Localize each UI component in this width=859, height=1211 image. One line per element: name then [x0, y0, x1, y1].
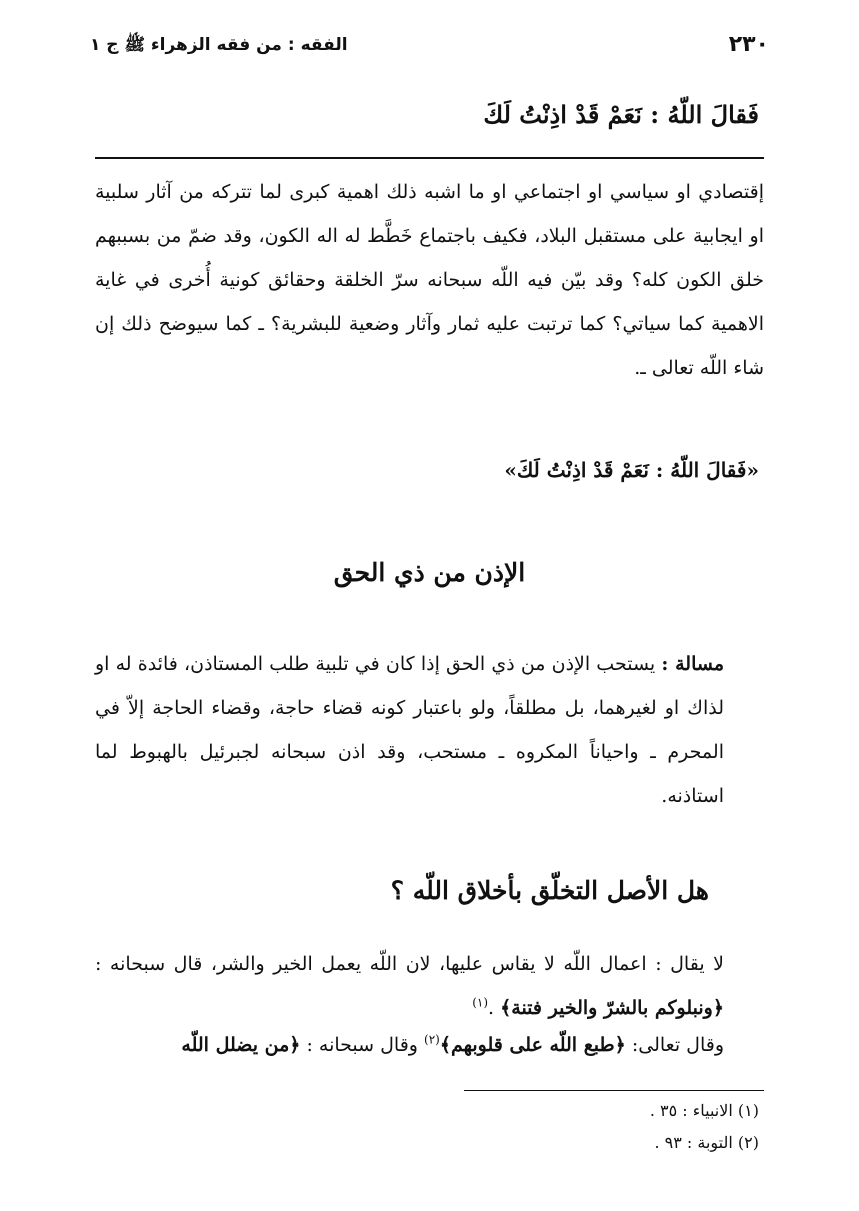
quote-middle: «فَقالَ اللّهُ : نَعَمْ قَدْ اذِنْتُ لَكَ»	[504, 458, 759, 482]
paragraph-4-text: وقال تعالى:	[625, 1034, 724, 1056]
footnote-1: (١) الانبياء : ٣٥ .	[649, 1101, 759, 1120]
paragraph-4	[95, 1023, 764, 1067]
paragraph-3	[95, 942, 764, 1030]
issue-label: مسالة :	[661, 653, 724, 675]
paragraph-1: إقتصادي او سياسي او اجتماعي او ما اشبه ذلك اهمية كبرى لما تتركه من آثار سلبية او ايجابية على مستقبل البلاد، فكيف باجتماع خَطَّط له اله الكون، وقد ضمّ من بسببهم خلق الكون كله؟ وقد بيّن فيه اللّه سبحانه سرّ الخلقة وحقائق كونية أُخرى في غاية الاهمية كما سياتي؟ كما ترتبت عليه ثمار وآثار وضعية للبشرية؟ ـ كما سيوضح ذلك إن شاء اللّه تعالى ـ.	[95, 181, 764, 379]
running-title: الفقه : من فقه الزهراء ﷺ ج ١	[90, 35, 348, 55]
paragraph-2-text: يستحب الإذن من ذي الحق إذا كان في تلبية طلب المستاذن، فائدة له او لذاك او لغيرهما، بل مطلقاً، ولو باعتبار كونه قضاء حاجة، وقضاء الحاجة إلاّ في المحرم ـ واحياناً المكروه ـ مستحب، وقد اذن سبحانه لجبرئيل بالهبوط لما استاذنه.	[95, 653, 724, 807]
paragraph-4-middle: وقال سبحانه :	[300, 1034, 424, 1056]
paragraph-3-after: .	[488, 997, 501, 1019]
footnote-ref-2: (٢)	[424, 1032, 440, 1047]
page-number: ٢٣٠	[728, 32, 769, 57]
section-heading-permission: الإذن من ذي الحق	[333, 558, 526, 587]
verse-quote: ﴿ونبلوكم بالشرّ والخير فتنة﴾	[500, 997, 724, 1019]
footnote-ref-1: (١)	[472, 995, 489, 1010]
quote-top: فَقالَ اللّهُ : نَعَمْ قَدْ اذِنْتُ لَكَ	[483, 100, 759, 129]
top-divider	[95, 157, 764, 159]
footnote-2: (٢) التوبة : ٩٣ .	[654, 1133, 759, 1152]
verse-quote-3: ﴿من يضلل اللّه	[181, 1034, 301, 1056]
verse-quote-2: ﴿طبع اللّه على قلوبهم﴾	[439, 1034, 626, 1056]
paragraph-2	[95, 642, 764, 818]
footnote-divider	[464, 1090, 764, 1091]
page-header	[90, 32, 769, 62]
section-heading-ethics: هل الأصل التخلّق بأخلاق اللّه ؟	[390, 876, 709, 905]
footnotes	[650, 1095, 759, 1159]
paragraph-3-text: لا يقال : اعمال اللّه لا يقاس عليها، لان اللّه يعمل الخير والشر، قال سبحانه :	[95, 953, 724, 975]
